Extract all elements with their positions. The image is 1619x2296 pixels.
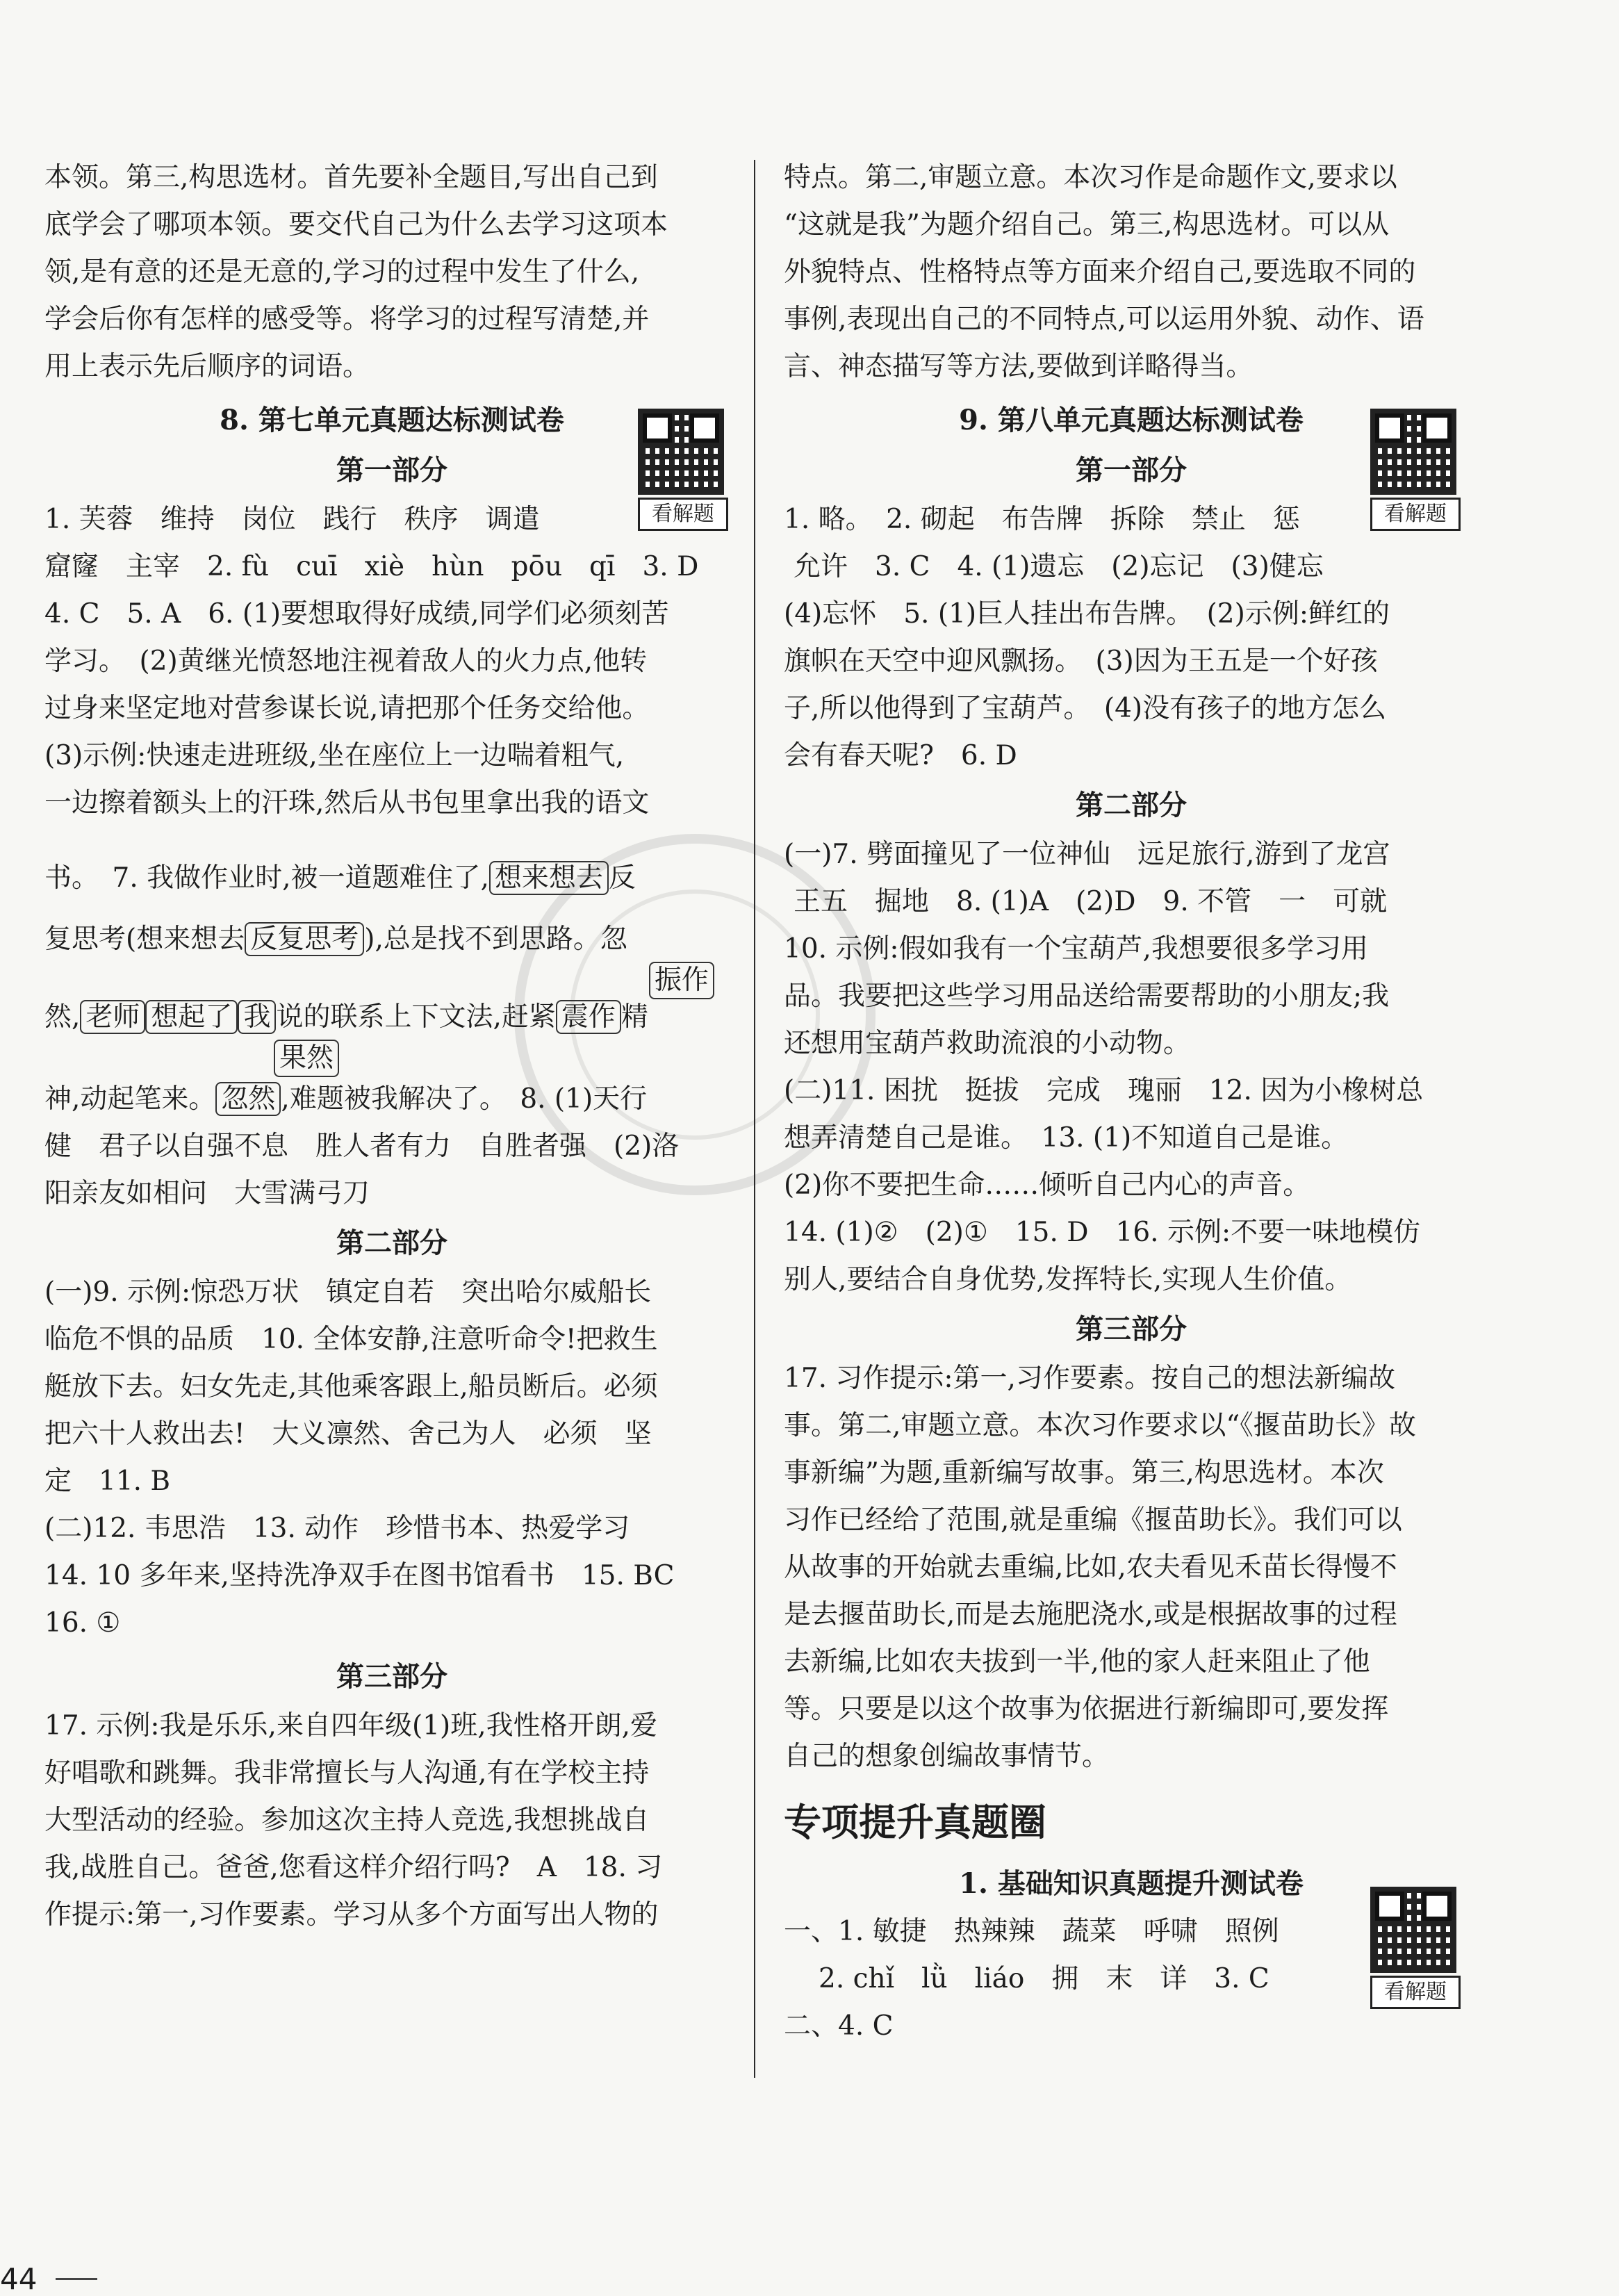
answer-line: 是去揠苗助长,而是去施肥浇水,或是根据故事的过程 [784, 1599, 1397, 1630]
answer-line: 允许 3. C 4. (1)遗忘 (2)忘记 (3)健忘 [794, 551, 1324, 582]
answer-line: (一)9. 示例:惊恐万状 镇定自若 突出哈尔威船长 [44, 1277, 652, 1308]
answer-line: 16. ① [44, 1607, 121, 1639]
answer-line: (2)你不要把生命……倾听自己内心的声音。 [784, 1170, 1310, 1201]
answer-line: 王五 掘地 8. (1)A (2)D 9. 不管 一 可就 [794, 886, 1388, 917]
edit-text: 复思考(想来想去 [44, 924, 245, 955]
answer-line: (3)示例:快速走进班级,坐在座位上一边喘着粗气, [44, 740, 625, 771]
answer-line: 想弄清楚自己是谁。 13. (1)不知道自己是谁。 [784, 1122, 1349, 1154]
edit-text: 说的联系上下文法,赶紧 [276, 1001, 556, 1033]
part-heading: 第二部分 [1076, 789, 1187, 821]
answer-line: 过身来坚定地对营参谋长说,请把那个任务交给他。 [44, 693, 650, 724]
answer-line: 4. C 5. A 6. (1)要想取得好成绩,同学们必须刻苦 [44, 598, 669, 630]
part-heading: 第三部分 [336, 1660, 447, 1693]
edit-correction: 振作 [649, 962, 714, 999]
edit-text: ),总是找不到思路。忽 [364, 924, 627, 955]
answer-line: (4)忘怀 5. (1)巨人挂出布告牌。 (2)示例:鲜红的 [784, 598, 1390, 630]
answer-line: 等。只要是以这个故事为依据进行新编即可,要发挥 [784, 1694, 1389, 1725]
intro-line: 用上表示先后顺序的词语。 [44, 351, 370, 382]
intro-line: 事例,表现出自己的不同特点,可以运用外貌、动作、语 [784, 304, 1424, 335]
edit-text: 精 [621, 1001, 648, 1033]
answer-line: 阳亲友如相问 大雪满弓刀 [44, 1178, 370, 1209]
answer-line: (二)12. 韦思浩 13. 动作 珍惜书本、热爱学习 [44, 1513, 630, 1544]
answer-line: 定 11. B [44, 1466, 171, 1497]
edit-box: 忽然 [215, 1082, 281, 1116]
edit-box: 我 [238, 1000, 276, 1034]
answer-line: 艇放下去。妇女先走,其他乘客跟上,船员断后。必须 [44, 1371, 658, 1402]
intro-line: 领,是有意的还是无意的,学习的过程中发生了什么, [44, 256, 640, 288]
qr-code-icon[interactable] [1370, 409, 1456, 495]
edit-correction: 果然 [274, 1040, 339, 1077]
answer-line: 10. 示例:假如我有一个宝葫芦,我想要很多学习用 [784, 933, 1368, 965]
answer-line: 健 君子以自强不息 胜人者有力 自胜者强 (2)洛 [44, 1131, 680, 1162]
answer-line: 别人,要结合自身优势,发挥特长,实现人生价值。 [784, 1264, 1352, 1295]
intro-line: 特点。第二,审题立意。本次习作是命题作文,要求以 [784, 162, 1397, 193]
edit-text: 书。 7. 我做作业时,被一道题难住了, [44, 862, 489, 894]
answer-line: 17. 习作提示:第一,习作要素。按自己的想法新编故 [784, 1363, 1395, 1394]
page-number: 44 [0, 2262, 38, 2296]
answer-line: 窟窿 主宰 2. fù cuī xiè hùn pōu qī 3. D [44, 551, 699, 582]
page-number-dash [56, 2278, 97, 2280]
test-title-unit7: 8. 第七单元真题达标测试卷 [220, 404, 564, 436]
part-heading: 第一部分 [1076, 454, 1187, 486]
answer-line: 子,所以他得到了宝葫芦。 (4)没有孩子的地方怎么 [784, 693, 1387, 724]
answer-line: 一边擦着额头上的汗珠,然后从书包里拿出我的语文 [44, 787, 650, 819]
intro-line: 底学会了哪项本领。要交代自己为什么去学习这项本 [44, 209, 668, 240]
qr-code-unit8[interactable] [1370, 409, 1461, 531]
answer-line: 一、1. 敏捷 热辣辣 蔬菜 呼啸 照例 [784, 1916, 1279, 1947]
edit-line-4 [44, 1076, 739, 1123]
test-title-unit8: 9. 第八单元真题达标测试卷 [959, 404, 1304, 436]
view-solution-label[interactable]: 看解题 [1370, 498, 1461, 531]
answer-line: 17. 示例:我是乐乐,来自四年级(1)班,我性格开朗,爱 [44, 1710, 657, 1741]
edit-box: 反复思考 [245, 922, 364, 956]
edit-line-1 [44, 855, 739, 902]
part-heading: 第一部分 [336, 454, 447, 486]
left-column [44, 154, 739, 1939]
answer-line: 14. 10 多年来,坚持洗净双手在图书馆看书 15. BC [44, 1560, 675, 1591]
answer-line: 品。我要把这些学习用品送给需要帮助的小朋友;我 [784, 981, 1390, 1012]
edit-text: 反 [608, 862, 636, 894]
view-solution-label[interactable]: 看解题 [638, 498, 728, 531]
qr-code-basic[interactable] [1370, 1887, 1461, 2009]
answer-line: 临危不惧的品质 10. 全体安静,注意听命令!把救生 [44, 1324, 658, 1355]
answer-line: 14. (1)② (2)① 15. D 16. 示例:不要一味地模仿 [784, 1217, 1421, 1248]
answer-line: 还想用宝葫芦救助流浪的小动物。 [784, 1028, 1191, 1059]
intro-line: 外貌特点、性格特点等方面来介绍自己,要选取不同的 [784, 256, 1416, 288]
answer-line: 事。第二,审题立意。本次习作要求以“《揠苗助长》故 [784, 1410, 1416, 1441]
answer-line: 事新编”为题,重新编写故事。第三,构思选材。本次 [784, 1457, 1384, 1489]
answer-line: 学习。 (2)黄继光愤怒地注视着敌人的火力点,他转 [44, 646, 648, 677]
answer-line: 会有春天呢? 6. D [784, 740, 1017, 771]
qr-code-icon[interactable] [638, 409, 724, 495]
edit-line-2 [44, 916, 739, 963]
edit-line-3 [44, 994, 739, 1041]
edit-box: 老师 [80, 1000, 145, 1034]
edit-box: 想起了 [145, 1000, 238, 1034]
answer-line: 作提示:第一,习作要素。学习从多个方面写出人物的 [44, 1899, 659, 1930]
answer-line: 好唱歌和跳舞。我非常擅长与人沟通,有在学校主持 [44, 1757, 650, 1789]
answer-line: 自己的想象创编故事情节。 [784, 1741, 1110, 1772]
answer-line: 习作已经给了范围,就是重编《揠苗助长》。我们可以 [784, 1504, 1402, 1536]
part-heading: 第二部分 [336, 1227, 447, 1259]
test-title-basic: 1. 基础知识真题提升测试卷 [959, 1867, 1304, 1900]
view-solution-label[interactable]: 看解题 [1370, 1976, 1461, 2009]
answer-line: 我,战胜自己。爸爸,您看这样介绍行吗? A 18. 习 [44, 1852, 663, 1883]
section-title: 专项提升真题圈 [784, 1801, 1046, 1844]
answer-line: 1. 芙蓉 维持 岗位 践行 秩序 调遣 [44, 504, 540, 535]
answer-line: 从故事的开始就去重编,比如,农夫看见禾苗长得慢不 [784, 1552, 1397, 1583]
edit-text: 然, [44, 1001, 81, 1033]
intro-line: 学会后你有怎样的感受等。将学习的过程写清楚,并 [44, 304, 650, 335]
answer-line: 1. 略。 2. 砌起 布告牌 拆除 禁止 惩 [784, 504, 1300, 535]
answer-line: 把六十人救出去! 大义凛然、舍己为人 必须 坚 [44, 1418, 652, 1450]
intro-line: 本领。第三,构思选材。首先要补全题目,写出自己到 [44, 162, 658, 193]
intro-line: “这就是我”为题介绍自己。第三,构思选材。可以从 [784, 209, 1390, 240]
intro-line: 言、神态描写等方法,要做到详略得当。 [784, 351, 1254, 382]
edit-text: 神,动起笔来。 [44, 1083, 216, 1115]
qr-code-icon[interactable] [1370, 1887, 1456, 1973]
answer-line: 去新编,比如农夫拔到一半,他的家人赶来阻止了他 [784, 1646, 1370, 1678]
answer-line: (二)11. 困扰 挺拔 完成 瑰丽 12. 因为小橡树总 [784, 1075, 1424, 1106]
column-divider [754, 160, 755, 2078]
edit-box: 想来想去 [489, 861, 609, 895]
answer-line: 2. chǐ lǜ liáo 拥 末 详 3. C [819, 1963, 1269, 1994]
part-heading: 第三部分 [1076, 1313, 1187, 1345]
qr-code-unit7[interactable] [638, 409, 728, 531]
answer-line: 旗帜在天空中迎风飘扬。 (3)因为王五是一个好孩 [784, 646, 1378, 677]
answer-line: 大型活动的经验。参加这次主持人竞选,我想挑战自 [44, 1805, 650, 1836]
answer-line: (一)7. 劈面撞见了一位神仙 远足旅行,游到了龙宫 [784, 839, 1390, 870]
answer-line: 二、4. C [784, 2010, 894, 2042]
edit-box: 震作 [556, 1000, 621, 1034]
edit-text: ,难题被我解决了。 8. (1)天行 [281, 1083, 648, 1115]
